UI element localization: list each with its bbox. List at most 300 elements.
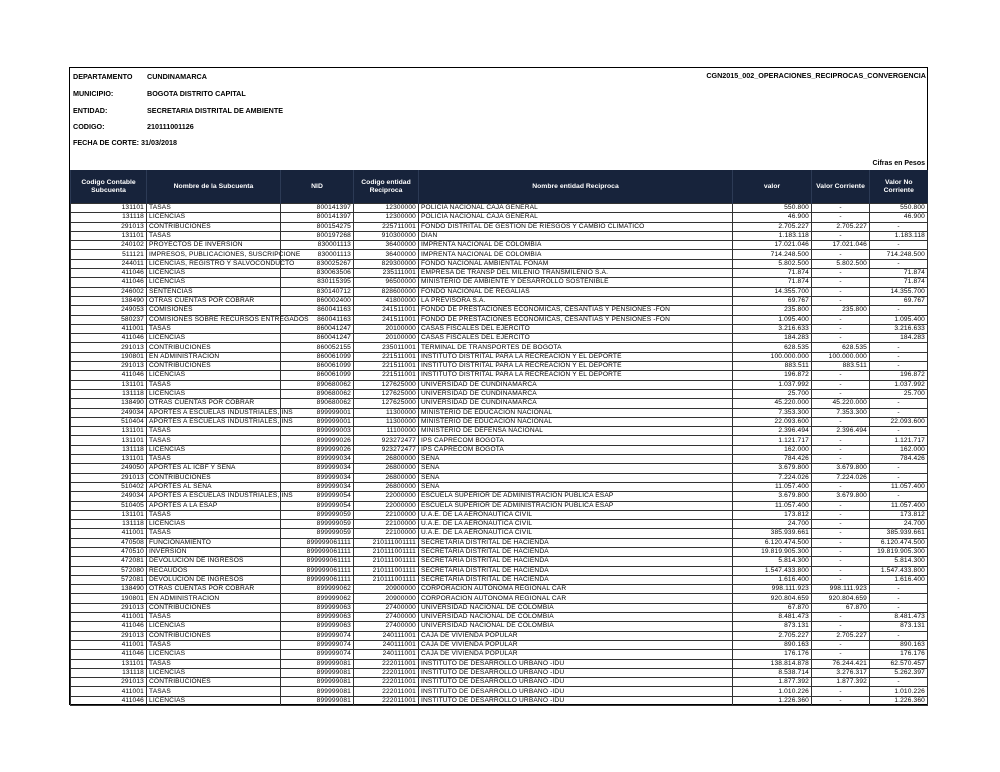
valor-cell: 71.874: [733, 278, 812, 287]
col-codigo-entidad: Codigo entidad Reciproca: [354, 170, 419, 204]
codigo-cell: 291013: [71, 343, 147, 352]
valor-cell: 67.870: [733, 603, 812, 612]
entidad-cell: UNIVERSIDAD NACIONAL DE COLOMBIA: [419, 622, 733, 631]
entidad-cell: U.A.E. DE LA AERONAUTICA CIVIL: [419, 520, 733, 529]
codigo-cell: 131101: [71, 455, 147, 464]
codigo-cell: 511121: [71, 250, 147, 259]
nid-cell: 899999062: [281, 594, 354, 603]
valor-cell: 69.767: [733, 296, 812, 305]
entidad-cell: IMPRENTA NACIONAL DE COLOMBIA: [419, 241, 733, 250]
codigo-entidad-cell: 11100000: [354, 427, 419, 436]
table-header-row: [71, 170, 928, 204]
valor-no-corriente-cell: 6.120.474.500: [870, 538, 928, 547]
nid-cell: 899999081: [281, 668, 354, 677]
valor-cell: 14.355.700: [733, 287, 812, 296]
nid-cell: 899999063: [281, 613, 354, 622]
subcuenta-cell: APORTES AL SENA: [147, 482, 281, 491]
valor-corriente-cell: 883.511: [812, 362, 870, 371]
codigo-cell: 249050: [71, 464, 147, 473]
codigo-cell: 138490: [71, 296, 147, 305]
codigo-entidad-cell: 12300000: [354, 213, 419, 222]
table-row: [71, 389, 928, 398]
valor-corriente-cell: 1.877.392: [812, 678, 870, 687]
valor-corriente-cell: 100.000.000: [812, 352, 870, 361]
codigo-cell: 411001: [71, 529, 147, 538]
codigo-entidad-cell: 20900000: [354, 585, 419, 594]
valor-corriente-cell: -: [812, 557, 870, 566]
entidad-cell: FONDO DISTRITAL DE GESTION DE RIESGOS Y CAMBIO CLIMATICO: [419, 222, 733, 231]
codigo-entidad-cell: 22100000: [354, 529, 419, 538]
valor-cell: 8.481.473: [733, 613, 812, 622]
valor-no-corriente-cell: 176.176: [870, 650, 928, 659]
codigo-cell: 510404: [71, 417, 147, 426]
entidad-cell: U.A.E. DE LA AERONAUTICA CIVIL: [419, 529, 733, 538]
valor-corriente-cell: 17.021.046: [812, 241, 870, 250]
subcuenta-cell: LICENCIAS: [147, 520, 281, 529]
valor-cell: 784.426: [733, 455, 812, 464]
codigo-cell: 411046: [71, 650, 147, 659]
entidad-cell: SECRETARIA DISTRITAL DE HACIENDA: [419, 575, 733, 584]
table-row: [71, 436, 928, 445]
entidad-cell: CORPORACION AUTONOMA REGIONAL CAR: [419, 585, 733, 594]
codigo-entidad-cell: 20100000: [354, 334, 419, 343]
subcuenta-cell: INVERSION: [147, 547, 281, 556]
table-row: [71, 613, 928, 622]
fecha-label: FECHA DE CORTE:: [73, 138, 140, 147]
col-codigo-contable: Codigo Contable Subcuenta: [71, 170, 147, 204]
valor-no-corriente-cell: 69.767: [870, 296, 928, 305]
codigo-cell: 411046: [71, 334, 147, 343]
codigo-entidad-cell: 27400000: [354, 622, 419, 631]
subcuenta-cell: LICENCIAS: [147, 334, 281, 343]
valor-corriente-cell: -: [812, 501, 870, 510]
table-row: [71, 510, 928, 519]
table-row: [71, 687, 928, 696]
nid-cell: 899999034: [281, 482, 354, 491]
subcuenta-cell: TASAS: [147, 324, 281, 333]
valor-corriente-cell: 67.870: [812, 603, 870, 612]
table-row: [71, 371, 928, 380]
codigo-entidad-cell: 222011001: [354, 696, 419, 705]
subcuenta-cell: OTRAS CUENTAS POR COBRAR: [147, 399, 281, 408]
valor-no-corriente-cell: 8.481.473: [870, 613, 928, 622]
codigo-cell: 411046: [71, 622, 147, 631]
subcuenta-cell: TASAS: [147, 613, 281, 622]
codigo-entidad-cell: 96500000: [354, 278, 419, 287]
entidad-cell: IMPRENTA NACIONAL DE COLOMBIA: [419, 250, 733, 259]
valor-corriente-cell: -: [812, 231, 870, 240]
entidad-cell: LA PREVISORA S.A.: [419, 296, 733, 305]
nid-cell: 899999081: [281, 687, 354, 696]
valor-corriente-cell: -: [812, 520, 870, 529]
valor-no-corriente-cell: 385.939.661: [870, 529, 928, 538]
codigo-cell: 131101: [71, 204, 147, 213]
entidad-cell: IPS CAPRECOM BOGOTA: [419, 436, 733, 445]
codigo-entidad-cell: 923272477: [354, 436, 419, 445]
table-row: [71, 380, 928, 389]
valor-no-corriente-cell: 14.355.700: [870, 287, 928, 296]
codigo-entidad-cell: 27400000: [354, 603, 419, 612]
valor-corriente-cell: -: [812, 482, 870, 491]
nid-cell: 899999001: [281, 408, 354, 417]
nid-cell: 830025267: [281, 259, 354, 268]
valor-cell: 1.183.118: [733, 231, 812, 240]
valor-corriente-cell: -: [812, 613, 870, 622]
valor-cell: 1.010.226: [733, 687, 812, 696]
codigo-entidad-cell: 235111001: [354, 269, 419, 278]
subcuenta-cell: TASAS: [147, 659, 281, 668]
valor-cell: 883.511: [733, 362, 812, 371]
valor-cell: 1.616.400: [733, 575, 812, 584]
codigo-line: [73, 122, 194, 131]
nid-cell: 830140712: [281, 287, 354, 296]
subcuenta-cell: LICENCIAS: [147, 213, 281, 222]
nid-cell: 860052155: [281, 343, 354, 352]
subcuenta-cell: APORTES A LA ESAP: [147, 501, 281, 510]
subcuenta-cell: TASAS: [147, 436, 281, 445]
subcuenta-cell: OTRAS CUENTAS POR COBRAR: [147, 585, 281, 594]
table-row: [71, 334, 928, 343]
valor-no-corriente-cell: 196.872: [870, 371, 928, 380]
valor-cell: 3.679.800: [733, 464, 812, 473]
table-row: [71, 640, 928, 649]
codigo-entidad-cell: 221511001: [354, 362, 419, 371]
entidad-cell: SECRETARIA DISTRITAL DE HACIENDA: [419, 566, 733, 575]
valor-cell: 873.131: [733, 622, 812, 631]
entidad-cell: INSTITUTO DE DESARROLLO URBANO -IDU: [419, 668, 733, 677]
nid-cell: 899999061111: [281, 575, 354, 584]
table-row: [71, 650, 928, 659]
codigo-cell: 291013: [71, 222, 147, 231]
subcuenta-cell: TASAS: [147, 529, 281, 538]
nid-cell: 899999081: [281, 678, 354, 687]
valor-no-corriente-cell: 890.163: [870, 640, 928, 649]
valor-cell: 71.874: [733, 269, 812, 278]
table-row: [71, 659, 928, 668]
valor-cell: 25.700: [733, 389, 812, 398]
subcuenta-cell: APORTES A ESCUELAS INDUSTRIALES, INS: [147, 408, 281, 417]
codigo-cell: 190801: [71, 352, 147, 361]
valor-corriente-cell: -: [812, 315, 870, 324]
entidad-cell: SENA: [419, 455, 733, 464]
subcuenta-cell: EN ADMINISTRACION: [147, 594, 281, 603]
cifras-note: Cifras en Pesos: [872, 160, 925, 167]
nid-cell: 899999061111: [281, 538, 354, 547]
valor-corriente-cell: 5.802.500: [812, 259, 870, 268]
valor-cell: 2.705.227: [733, 222, 812, 231]
valor-no-corriente-cell: 1.226.360: [870, 696, 928, 705]
subcuenta-cell: LICENCIAS, REGISTRO Y SALVOCONDUCTO: [147, 259, 281, 268]
codigo-cell: 411046: [71, 371, 147, 380]
subcuenta-cell: LICENCIAS: [147, 269, 281, 278]
entidad-cell: SENA: [419, 473, 733, 482]
codigo-cell: 291013: [71, 362, 147, 371]
codigo-cell: 131101: [71, 436, 147, 445]
codigo-entidad-cell: 828600000: [354, 287, 419, 296]
valor-corriente-cell: 2.396.494: [812, 427, 870, 436]
valor-cell: 920.804.659: [733, 594, 812, 603]
codigo-entidad-cell: 22100000: [354, 520, 419, 529]
departamento-label: DEPARTAMENTO: [73, 72, 133, 81]
nid-cell: 899999059: [281, 529, 354, 538]
nid-cell: 899999003: [281, 427, 354, 436]
municipio-line: [73, 89, 246, 98]
valor-cell: 1.095.400: [733, 315, 812, 324]
table-row: [71, 269, 928, 278]
valor-no-corriente-cell: -: [870, 631, 928, 640]
codigo-entidad-cell: 12300000: [354, 204, 419, 213]
codigo-cell: 510402: [71, 482, 147, 491]
codigo-cell: 240102: [71, 241, 147, 250]
codigo-cell: 411001: [71, 324, 147, 333]
codigo-cell: 249053: [71, 306, 147, 315]
valor-cell: 8.538.714: [733, 668, 812, 677]
nid-cell: 899999054: [281, 501, 354, 510]
table-row: [71, 566, 928, 575]
codigo-value: 210111001126: [147, 122, 194, 131]
entidad-cell: INSTITUTO DISTRITAL PARA LA RECREACION Y EL DEPORTE: [419, 371, 733, 380]
valor-no-corriente-cell: 62.570.457: [870, 659, 928, 668]
subcuenta-cell: DEVOLUCION DE INGRESOS: [147, 557, 281, 566]
entidad-cell: INSTITUTO DE DESARROLLO URBANO -IDU: [419, 659, 733, 668]
table-row: [71, 306, 928, 315]
entidad-cell: INSTITUTO DISTRITAL PARA LA RECREACION Y EL DEPORTE: [419, 362, 733, 371]
entidad-cell: CASAS FISCALES DEL EJERCITO: [419, 334, 733, 343]
fecha-value: 31/03/2018: [141, 138, 178, 147]
codigo-cell: 131101: [71, 510, 147, 519]
codigo-entidad-cell: 240111001: [354, 650, 419, 659]
municipio-value: BOGOTA DISTRITO CAPITAL: [147, 89, 246, 98]
nid-cell: 899999026: [281, 445, 354, 454]
valor-no-corriente-cell: 1.010.226: [870, 687, 928, 696]
valor-no-corriente-cell: 550.800: [870, 204, 928, 213]
valor-corriente-cell: -: [812, 640, 870, 649]
valor-corriente-cell: 998.111.923: [812, 585, 870, 594]
codigo-cell: 411001: [71, 687, 147, 696]
nid-cell: 860002400: [281, 296, 354, 305]
nid-cell: 899999026: [281, 436, 354, 445]
valor-cell: 11.057.400: [733, 482, 812, 491]
entidad-cell: SECRETARIA DISTRITAL DE HACIENDA: [419, 538, 733, 547]
valor-corriente-cell: -: [812, 650, 870, 659]
codigo-cell: 291013: [71, 473, 147, 482]
valor-corriente-cell: -: [812, 417, 870, 426]
codigo-entidad-cell: 235011001: [354, 343, 419, 352]
valor-corriente-cell: 45.220.000: [812, 399, 870, 408]
codigo-cell: 131101: [71, 231, 147, 240]
valor-no-corriente-cell: -: [870, 399, 928, 408]
table-row: [71, 696, 928, 705]
nid-cell: 800154275: [281, 222, 354, 231]
nid-cell: 899999062: [281, 585, 354, 594]
table-row: [71, 278, 928, 287]
fecha-line: [73, 138, 177, 147]
valor-no-corriente-cell: -: [870, 222, 928, 231]
valor-cell: 5.802.500: [733, 259, 812, 268]
codigo-entidad-cell: 36400000: [354, 250, 419, 259]
valor-cell: 176.176: [733, 650, 812, 659]
valor-no-corriente-cell: -: [870, 343, 928, 352]
valor-no-corriente-cell: 173.812: [870, 510, 928, 519]
nid-cell: 899999081: [281, 696, 354, 705]
valor-no-corriente-cell: -: [870, 306, 928, 315]
codigo-entidad-cell: 210111001111: [354, 547, 419, 556]
valor-cell: 714.248.500: [733, 250, 812, 259]
nid-cell: 860041163: [281, 306, 354, 315]
entidad-cell: FONDO DE PRESTACIONES ECONOMICAS, CESANTIAS Y PENSIONES -FON: [419, 315, 733, 324]
codigo-entidad-cell: 127625000: [354, 399, 419, 408]
subcuenta-cell: LICENCIAS: [147, 668, 281, 677]
col-nid: NID: [281, 170, 354, 204]
codigo-entidad-cell: 222011001: [354, 687, 419, 696]
municipio-label: MUNICIPIO:: [73, 89, 114, 98]
nid-cell: 800141397: [281, 204, 354, 213]
codigo-entidad-cell: 26800000: [354, 455, 419, 464]
nid-cell: 899999059: [281, 520, 354, 529]
valor-no-corriente-cell: 3.216.633: [870, 324, 928, 333]
codigo-cell: 131118: [71, 668, 147, 677]
valor-no-corriente-cell: -: [870, 585, 928, 594]
valor-no-corriente-cell: -: [870, 408, 928, 417]
entidad-cell: SENA: [419, 464, 733, 473]
operations-table: [70, 170, 928, 706]
table-row: [71, 296, 928, 305]
table-row: [71, 538, 928, 547]
entidad-cell: UNIVERSIDAD NACIONAL DE COLOMBIA: [419, 613, 733, 622]
nid-cell: 890680062: [281, 399, 354, 408]
table-row: [71, 547, 928, 556]
table-row: [71, 324, 928, 333]
nid-cell: 860061099: [281, 352, 354, 361]
subcuenta-cell: COMISIONES: [147, 306, 281, 315]
valor-no-corriente-cell: -: [870, 603, 928, 612]
table-row: [71, 222, 928, 231]
codigo-entidad-cell: 22100000: [354, 510, 419, 519]
valor-corriente-cell: 2.705.227: [812, 631, 870, 640]
valor-cell: 7.224.026: [733, 473, 812, 482]
nid-cell: 899999001: [281, 417, 354, 426]
table-row: [71, 417, 928, 426]
valor-corriente-cell: -: [812, 287, 870, 296]
valor-cell: 196.872: [733, 371, 812, 380]
entidad-label: ENTIDAD:: [73, 106, 108, 115]
valor-no-corriente-cell: 11.057.400: [870, 501, 928, 510]
table-row: [71, 352, 928, 361]
valor-no-corriente-cell: -: [870, 427, 928, 436]
valor-cell: 550.800: [733, 204, 812, 213]
entidad-cell: DIAN: [419, 231, 733, 240]
codigo-entidad-cell: 221511001: [354, 371, 419, 380]
nid-cell: 899999059: [281, 510, 354, 519]
valor-cell: 11.057.400: [733, 501, 812, 510]
table-row: [71, 213, 928, 222]
valor-no-corriente-cell: -: [870, 352, 928, 361]
valor-no-corriente-cell: -: [870, 464, 928, 473]
report-code: CGN2015_002_OPERACIONES_RECIPROCAS_CONVERGENCIA: [706, 71, 926, 80]
valor-corriente-cell: -: [812, 696, 870, 705]
valor-cell: 24.700: [733, 520, 812, 529]
table-row: [71, 622, 928, 631]
valor-no-corriente-cell: 5.814.300: [870, 557, 928, 566]
table-row: [71, 408, 928, 417]
entidad-cell: POLICIA NACIONAL CAJA GENERAL: [419, 213, 733, 222]
valor-corriente-cell: 7.224.026: [812, 473, 870, 482]
nid-cell: 860061099: [281, 371, 354, 380]
valor-no-corriente-cell: 714.248.500: [870, 250, 928, 259]
codigo-cell: 572081: [71, 575, 147, 584]
valor-cell: 5.814.300: [733, 557, 812, 566]
subcuenta-cell: TASAS: [147, 427, 281, 436]
valor-no-corriente-cell: 5.262.397: [870, 668, 928, 677]
valor-no-corriente-cell: 22.093.600: [870, 417, 928, 426]
valor-cell: 3.216.633: [733, 324, 812, 333]
entidad-cell: MINISTERIO DE EDUCACION NACIONAL: [419, 408, 733, 417]
nid-cell: 890680062: [281, 380, 354, 389]
entidad-cell: FONDO NACIONAL AMBIENTAL FONAM: [419, 259, 733, 268]
codigo-entidad-cell: 222011001: [354, 668, 419, 677]
valor-corriente-cell: -: [812, 371, 870, 380]
valor-no-corriente-cell: -: [870, 259, 928, 268]
valor-cell: 19.819.905.300: [733, 547, 812, 556]
codigo-entidad-cell: 26800000: [354, 473, 419, 482]
entidad-cell: UNIVERSIDAD DE CUNDINAMARCA: [419, 399, 733, 408]
nid-cell: 800141397: [281, 213, 354, 222]
valor-no-corriente-cell: -: [870, 492, 928, 501]
codigo-cell: 291013: [71, 603, 147, 612]
valor-corriente-cell: -: [812, 204, 870, 213]
subcuenta-cell: CONTRIBUCIONES: [147, 343, 281, 352]
valor-cell: 46.900: [733, 213, 812, 222]
valor-cell: 998.111.923: [733, 585, 812, 594]
table-row: [71, 575, 928, 584]
codigo-cell: 131101: [71, 659, 147, 668]
nid-cell: 899999074: [281, 650, 354, 659]
valor-corriente-cell: 7.353.300: [812, 408, 870, 417]
nid-cell: 899999061111: [281, 557, 354, 566]
entidad-cell: FONDO NACIONAL DE REGALIAS: [419, 287, 733, 296]
entidad-cell: UNIVERSIDAD DE CUNDINAMARCA: [419, 389, 733, 398]
valor-no-corriente-cell: 11.057.400: [870, 482, 928, 491]
valor-no-corriente-cell: 25.700: [870, 389, 928, 398]
entidad-cell: FONDO DE PRESTACIONES ECONOMICAS, CESANTIAS Y PENSIONES -FON: [419, 306, 733, 315]
valor-cell: 162.000: [733, 445, 812, 454]
codigo-cell: 138490: [71, 399, 147, 408]
valor-corriente-cell: -: [812, 455, 870, 464]
codigo-entidad-cell: 222011001: [354, 659, 419, 668]
codigo-entidad-cell: 36400000: [354, 241, 419, 250]
valor-no-corriente-cell: 1.547.433.800: [870, 566, 928, 575]
valor-cell: 1.226.360: [733, 696, 812, 705]
valor-no-corriente-cell: 46.900: [870, 213, 928, 222]
valor-no-corriente-cell: 1.095.400: [870, 315, 928, 324]
codigo-cell: 246002: [71, 287, 147, 296]
table-row: [71, 473, 928, 482]
table-row: [71, 362, 928, 371]
table-row: [71, 455, 928, 464]
entidad-cell: POLICIA NACIONAL CAJA GENERAL: [419, 204, 733, 213]
valor-no-corriente-cell: -: [870, 362, 928, 371]
valor-corriente-cell: 628.535: [812, 343, 870, 352]
table-row: [71, 231, 928, 240]
codigo-entidad-cell: 210111001111: [354, 538, 419, 547]
codigo-entidad-cell: 222011001: [354, 678, 419, 687]
subcuenta-cell: EN ADMINISTRACION: [147, 352, 281, 361]
nid-cell: 899999034: [281, 464, 354, 473]
codigo-cell: 131101: [71, 427, 147, 436]
codigo-entidad-cell: 22000000: [354, 492, 419, 501]
codigo-entidad-cell: 210111001111: [354, 575, 419, 584]
codigo-cell: 291013: [71, 678, 147, 687]
